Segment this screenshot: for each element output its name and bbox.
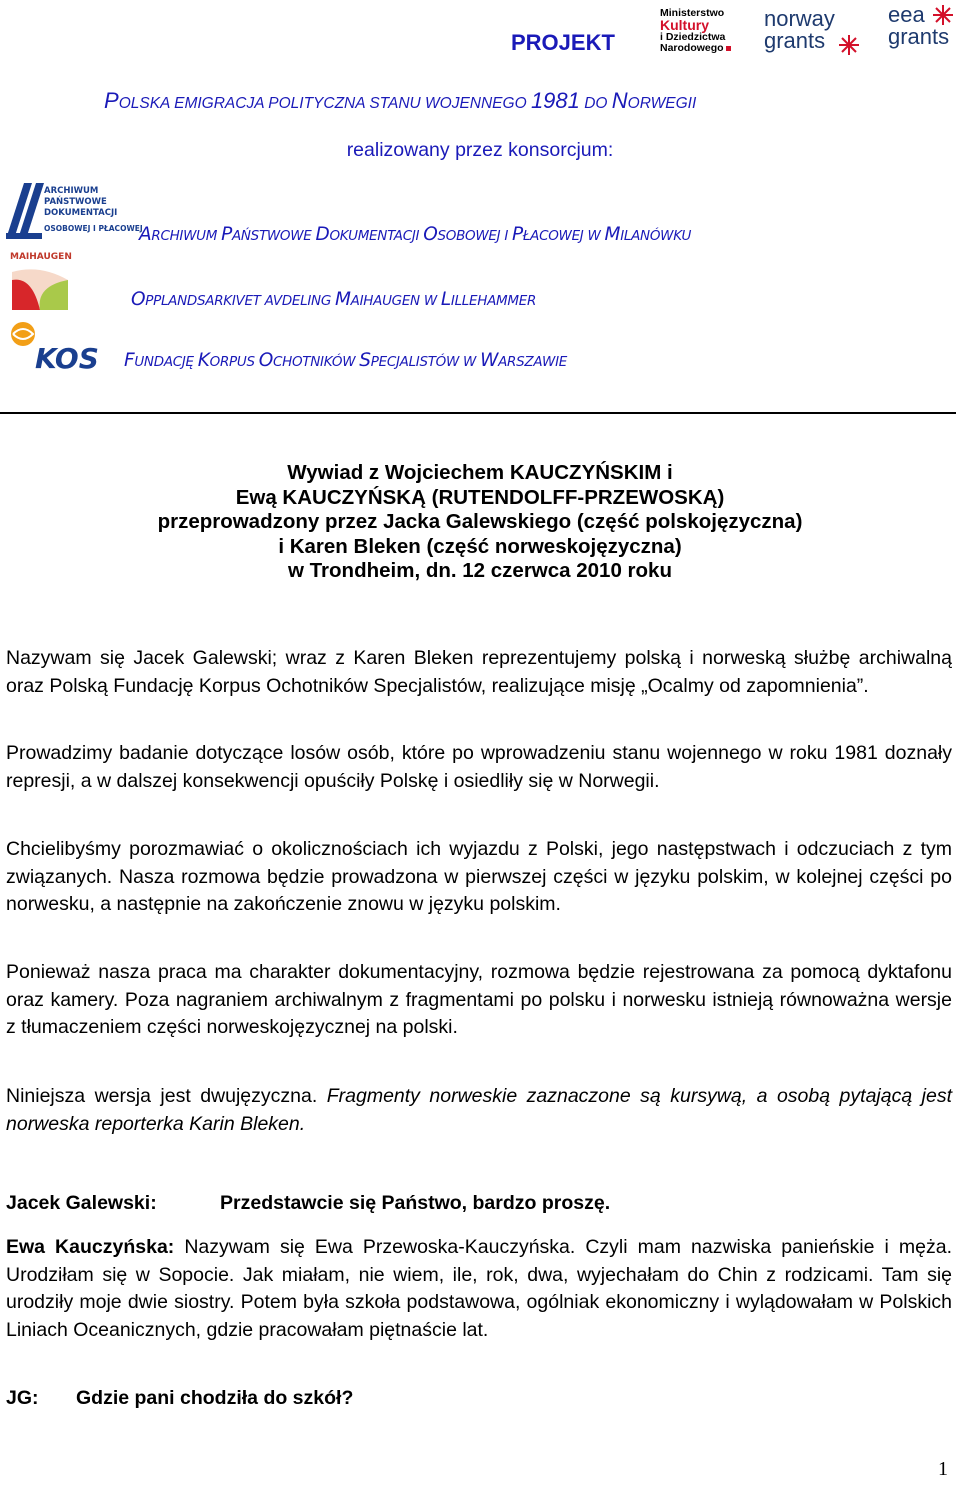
logo-text: eea (888, 2, 925, 27)
consortium-member-apdo: ARCHIWUM PAŃSTWOWE DOKUMENTACJI OSOBOWEJ I PŁACOWEJ W MILANÓWKU (139, 224, 692, 245)
speaker-name: JG: (6, 1387, 39, 1409)
star-icon (932, 4, 954, 26)
archive-logo (6, 183, 143, 243)
svg-text:ARCHIWUM: ARCHIWUM (44, 186, 99, 196)
svg-text:DOKUMENTACJI: DOKUMENTACJI (44, 208, 118, 218)
projekt-label: PROJEKT (511, 30, 615, 55)
recording-paragraph: Ponieważ nasza praca ma charakter dokumentacyjny, rozmowa będzie rejestrowana za pomocą dyktafonu oraz kamery. Poza nagraniem archiwalnym z fragmentami po polsku i norwesku istnieją równoważna wersje z tłumaczeniem części norweskojęzycznej na polski. (6, 961, 952, 1038)
heading-line: przeprowadzony przez Jacka Galewskiego (część polskojęzyczna) (157, 510, 803, 533)
heading-line: Ewą KAUCZYŃSKĄ (RUTENDOLFF-PRZEWOSKĄ) (235, 485, 725, 509)
question-text: Gdzie pani chodziła do szkół? (76, 1387, 354, 1409)
maihaugen-logo (10, 250, 72, 312)
heading-line: i Karen Bleken (część norweskojęzyczna) (278, 534, 682, 558)
speaker-name: Jacek Galewski: (6, 1192, 157, 1214)
divider (0, 412, 956, 414)
svg-text:PAŃSTWOWE: PAŃSTWOWE (44, 197, 107, 207)
svg-text:MAIHAUGEN: MAIHAUGEN (10, 252, 72, 262)
dialog-answer (6, 1234, 952, 1344)
question-text: Przedstawcie się Państwo, bardzo proszę. (220, 1192, 611, 1214)
dialog-question (6, 1192, 611, 1215)
intro-paragraph: Nazywam się Jacek Galewski; wraz z Karen Bleken reprezentujemy polską i norweską służbę archiwalną oraz Polską Fundację Korpus Ochotników Specjalistów, realizujące misję „Ocalmy od zapomnienia”. (6, 647, 952, 697)
svg-text:OSOBOWEJ I PŁACOWEJ: OSOBOWEJ I PŁACOWEJ (44, 224, 143, 233)
logo-text: i Dziedzictwa (660, 31, 726, 43)
norway-grants-logo (764, 8, 864, 52)
page-number: 1 (938, 1458, 948, 1480)
dialog-question (6, 1387, 354, 1410)
ministry-culture-logo (660, 8, 738, 54)
logo-text: Narodowego (660, 42, 724, 54)
subtitle: realizowany przez konsorcjum: (346, 139, 614, 161)
answer-text: Nazywam się Ewa Przewoska-Kauczyńska. Czyli mam nazwiska panieńskie i męża. Urodziłam się w Sopocie. Jak miałam, nie wiem, ile, rok, dwa, wyjechałam do Chin z rodzicami. Tam się urodziły moje dwie siostry. Potem była szkoła podstawowa, ogólniak ekonomiczny i wylądowałam w Polskich Liniach Oceanicznych, gdzie pracowałam piętnaście lat. (6, 1236, 953, 1341)
logo-text: norway (764, 6, 835, 31)
consortium-member-maihaugen: OPPLANDSARKIVET AVDELING MAIHAUGEN W LILLEHAMMER (131, 289, 537, 310)
heading-line: Wywiad z Wojciechem KAUCZYŃSKIM i (287, 461, 673, 484)
svg-text:KOS: KOS (35, 342, 99, 375)
kos-logo (5, 320, 105, 375)
interview-heading (0, 461, 960, 584)
conversation-paragraph: Chcielibyśmy porozmawiać o okolicznościach ich wyjazdu z Polski, jego następstwach i odczuciach z tym związanych. Nasza rozmowa będzie prowadzona w pierwszej części w języku polskim, w kolejnej części po norwesku, a następnie na zakończenie znowu w języku polskim. (6, 838, 952, 915)
logo-text: grants (764, 28, 826, 53)
logo-text: grants (888, 24, 950, 49)
logo-text: Kultury (660, 17, 709, 33)
research-paragraph: Prowadzimy badanie dotyczące losów osób, które po wprowadzeniu stanu wojennego w roku 1981 doznały represji, a w dalszej konsekwencji opuściły Polskę i osiedliły się w Norwegii. (6, 742, 952, 792)
speaker-name: Ewa Kauczyńska: (6, 1236, 175, 1258)
project-title: POLSKA EMIGRACJA POLITYCZNA STANU WOJENNEGO 1981 DO NORWEGII (104, 88, 697, 113)
star-icon (838, 34, 860, 56)
eea-grants-logo (888, 4, 956, 48)
bilingual-note-paragraph: Niniejsza wersja jest dwujęzyczna. Fragmenty norweskie zaznaczone są kursywą, a osobą pytającą jest norweska reporterka Karin Bleken. (6, 1085, 952, 1135)
logo-text: Ministerstwo (660, 7, 725, 19)
heading-line: w Trondheim, dn. 12 czerwca 2010 roku (288, 559, 672, 582)
consortium-member-kos: FUNDACJĘ KORPUS OCHOTNIKÓW SPECJALISTÓW W WARSZAWIE (124, 350, 567, 371)
